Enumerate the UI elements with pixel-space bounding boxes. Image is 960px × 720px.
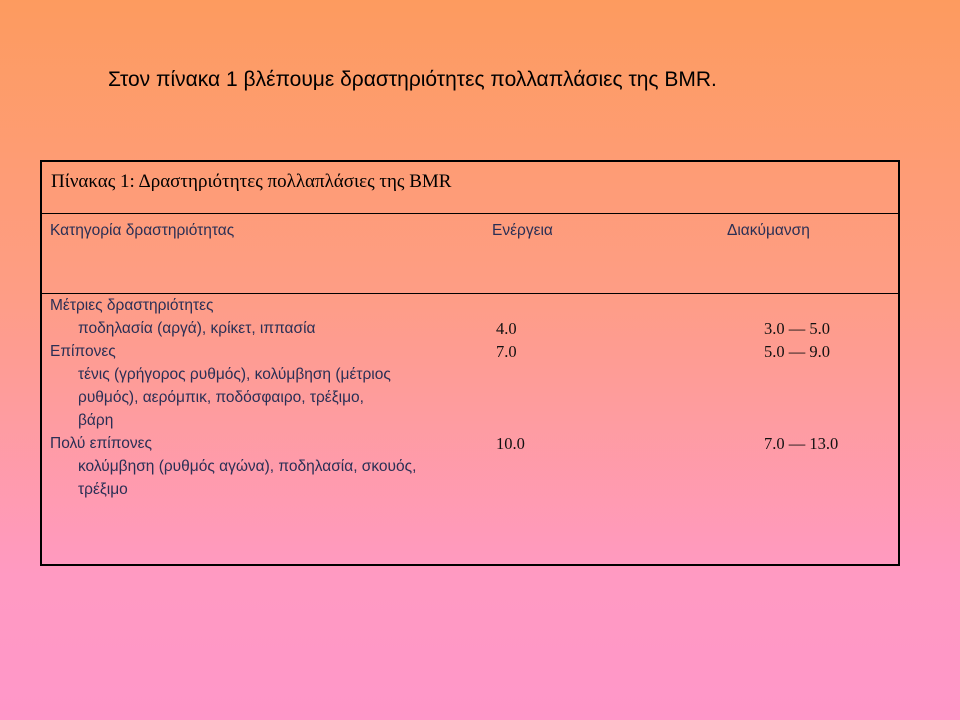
table-header-row [42, 214, 898, 294]
header-energy: Ενέργεια [492, 222, 553, 239]
table-caption: Πίνακας 1: Δραστηριότητες πολλαπλάσιες της BMR [51, 171, 452, 192]
row-energy-very-strenuous: 10.0 [496, 434, 525, 453]
row-category-moderate: Μέτριες δραστηριότητες [50, 297, 214, 314]
row-example-line: ρυθμός), αερόμπικ, ποδόσφαιρο, τρέξιμο, [78, 389, 364, 406]
row-range-moderate: 3.0 — 5.0 [764, 319, 830, 338]
row-category-very-strenuous: Πολύ επίπονες [50, 435, 152, 452]
row-range-strenuous: 5.0 — 9.0 [764, 342, 830, 361]
row-example-line: ποδηλασία (αργά), κρίκετ, ιππασία [78, 320, 316, 337]
header-category: Κατηγορία δραστηριότητας [50, 222, 235, 239]
row-energy-strenuous: 7.0 [496, 342, 517, 361]
header-range: Διακύμανση [727, 222, 810, 239]
row-example-line: βάρη [78, 412, 114, 429]
row-range-very-strenuous: 7.0 — 13.0 [764, 434, 839, 453]
table-caption-row [42, 162, 898, 214]
row-example-line: κολύμβηση (ρυθμός αγώνα), ποδηλασία, σκουός, [78, 458, 417, 475]
row-category-strenuous: Επίπονες [50, 343, 116, 360]
slide-heading: Στον πίνακα 1 βλέπουμε δραστηριότητες πολλαπλάσιες της BMR. [108, 68, 717, 91]
row-example-line: τρέξιμο [78, 481, 128, 498]
activity-table [40, 160, 900, 566]
row-energy-moderate: 4.0 [496, 319, 517, 338]
row-example-line: τένις (γρήγορος ρυθμός), κολύμβηση (μέτριος [78, 366, 391, 383]
